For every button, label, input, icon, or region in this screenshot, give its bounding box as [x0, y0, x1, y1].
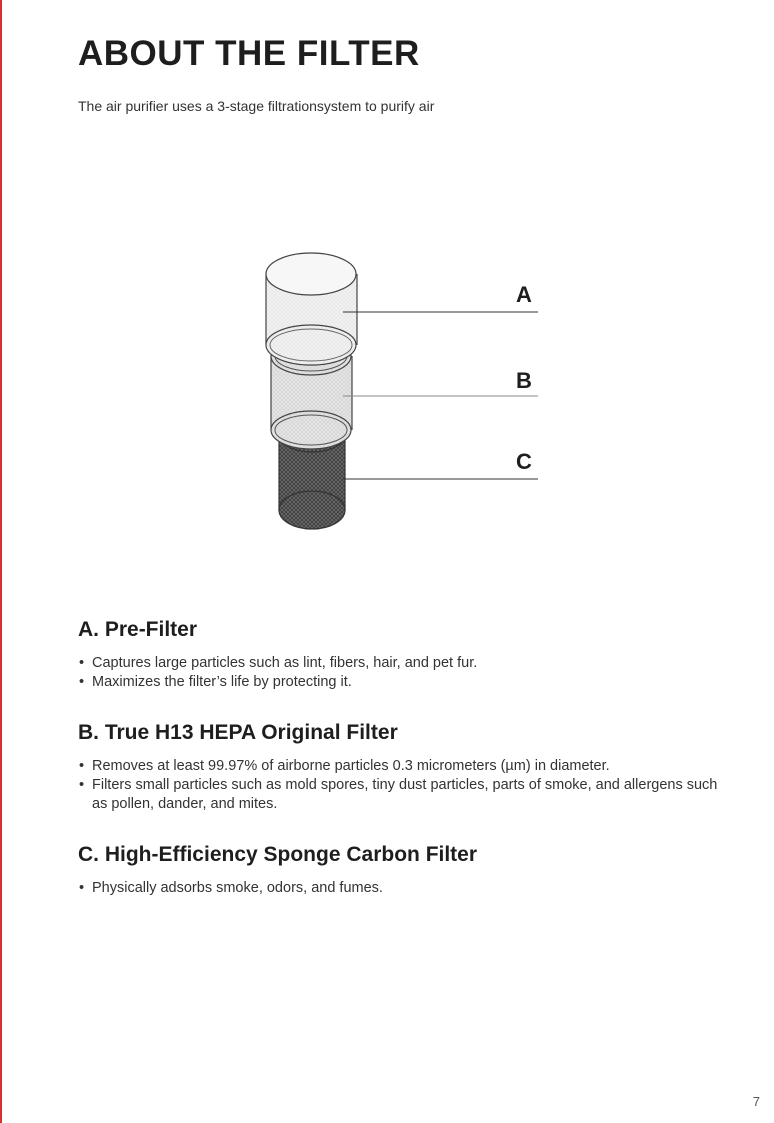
- section-heading: A. Pre-Filter: [78, 618, 198, 641]
- page-edge-accent-line: [0, 0, 2, 1123]
- section-heading: B. True H13 HEPA Original Filter: [78, 721, 398, 744]
- bullet-list: [78, 879, 718, 898]
- section-hepa-filter: [78, 721, 718, 814]
- pre-filter-cylinder: [266, 253, 357, 365]
- bullet-item: • Captures large particles such as lint, fibers, hair, and pet fur.: [78, 654, 718, 673]
- page-title: ABOUT THE FILTER: [78, 34, 420, 73]
- diagram-label-a: A: [516, 282, 532, 307]
- bullet-item: • Filters small particles such as mold spores, tiny dust particles, parts of smoke, and allergens such as pollen, dander, and mites.: [78, 776, 718, 814]
- diagram-label-c: C: [516, 449, 532, 474]
- bullet-item: • Maximizes the filter’s life by protecting it.: [78, 673, 718, 692]
- bullet-list: [78, 757, 718, 814]
- section-heading: C. High-Efficiency Sponge Carbon Filter: [78, 843, 478, 866]
- diagram-label-b: B: [516, 368, 532, 393]
- section-pre-filter: [78, 618, 718, 692]
- bullet-item: • Physically adsorbs smoke, odors, and fumes.: [78, 879, 718, 898]
- bullet-list: [78, 654, 718, 692]
- bullet-item: • Removes at least 99.97% of airborne particles 0.3 micrometers (µm) in diameter.: [78, 757, 718, 776]
- intro-text: The air purifier uses a 3-stage filtrationsystem to purify air: [78, 98, 435, 114]
- filter-diagram: [0, 230, 774, 550]
- page-number: 7: [752, 1094, 760, 1109]
- section-carbon-filter: [78, 843, 718, 898]
